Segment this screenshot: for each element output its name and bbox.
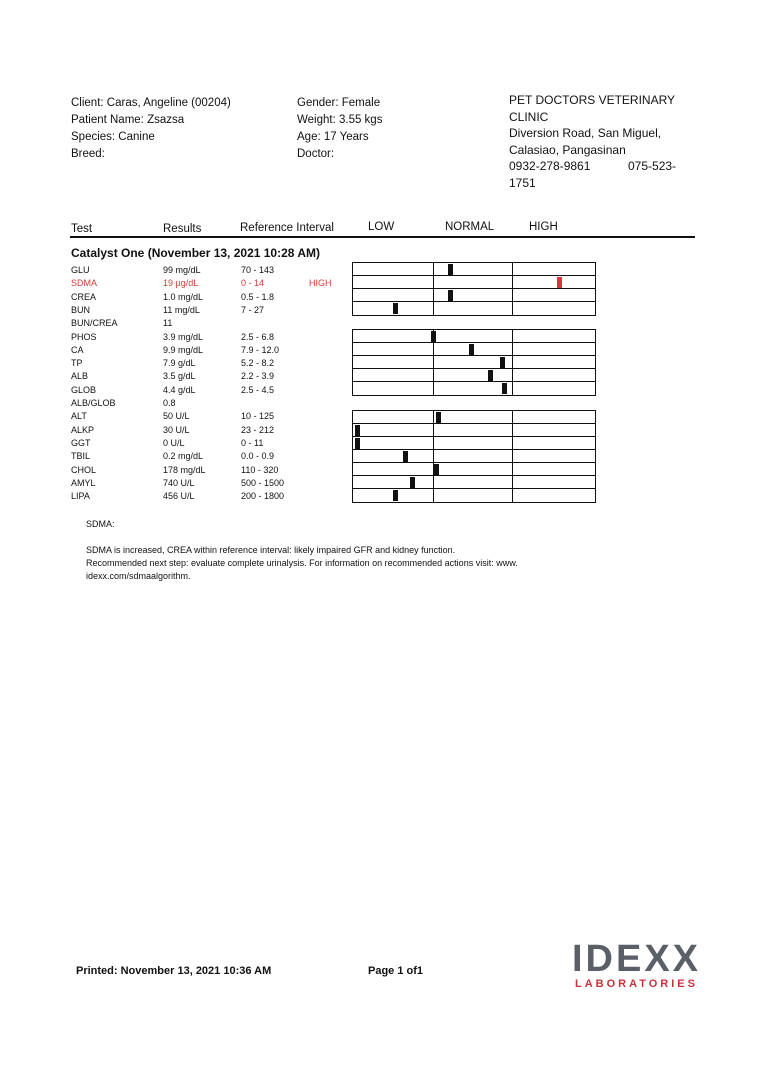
test-name: PHOS xyxy=(71,331,97,342)
test-name: GLOB xyxy=(71,384,97,395)
weight: Weight: 3.55 kgs xyxy=(297,114,383,126)
range-row xyxy=(353,489,595,502)
range-row xyxy=(353,330,595,343)
doctor: Doctor: xyxy=(297,148,335,160)
test-reference: 2.2 - 3.9 xyxy=(241,371,275,382)
clinic-address-line1: Diversion Road, San Miguel, xyxy=(509,126,662,140)
interpretation-note xyxy=(86,544,566,583)
test-result: 19 µg/dL xyxy=(163,278,199,289)
test-result: 4.4 g/dL xyxy=(163,384,196,395)
clinic-phone2-cont: 1751 xyxy=(509,175,536,190)
range-row xyxy=(353,437,595,450)
test-result: 11 mg/dL xyxy=(163,304,200,315)
test-reference: 0 - 11 xyxy=(241,437,264,448)
logo-main-text: IDEXX xyxy=(571,938,702,980)
col-high: HIGH xyxy=(529,221,558,233)
logo-sub-text: LABORATORIES xyxy=(575,978,698,990)
test-result: 11 xyxy=(163,318,173,329)
test-reference: 5.2 - 8.2 xyxy=(241,358,275,369)
test-reference: 70 - 143 xyxy=(241,265,275,275)
clinic-address-line2: Calasiao, Pangasinan xyxy=(509,142,626,157)
test-result: 1.0 mg/dL xyxy=(163,291,204,302)
species: Species: Canine xyxy=(71,131,155,143)
test-reference: 7.9 - 12.0 xyxy=(241,344,280,355)
test-name: ALT xyxy=(71,411,87,422)
client-name: Client: Caras, Angeline (00204) xyxy=(71,97,231,109)
result-marker xyxy=(410,477,415,488)
test-result: 3.5 g/dL xyxy=(163,371,196,382)
range-row xyxy=(353,476,595,489)
test-result: 0.2 mg/dL xyxy=(163,451,204,462)
test-result: 99 mg/dL xyxy=(163,265,201,275)
test-result: 3.9 mg/dL xyxy=(163,331,204,342)
test-reference: 500 - 1500 xyxy=(241,477,285,488)
test-result: 456 U/L xyxy=(163,491,195,502)
header-divider xyxy=(70,236,695,238)
test-reference: 0 - 14 xyxy=(241,278,265,289)
test-name: CHOL xyxy=(71,464,97,475)
test-name: ALB/GLOB xyxy=(71,398,116,408)
clinic-phone2: 075-523- xyxy=(628,159,677,173)
test-name: ALB xyxy=(71,371,89,382)
col-low: LOW xyxy=(368,221,395,233)
note-line2: Recommended next step: evaluate complete urinalysis. For information on recommended actions visit: www. xyxy=(86,558,518,568)
result-marker xyxy=(355,425,360,436)
breed: Breed: xyxy=(71,148,105,160)
range-row xyxy=(353,424,595,437)
col-normal: NORMAL xyxy=(445,221,495,233)
test-reference: 2.5 - 4.5 xyxy=(241,384,275,395)
patient-details xyxy=(297,95,382,163)
result-marker xyxy=(500,357,505,368)
test-result: 7.9 g/dL xyxy=(163,358,196,369)
range-row xyxy=(353,343,595,356)
test-result: 740 U/L xyxy=(163,477,195,488)
test-result: 178 mg/dL xyxy=(163,464,206,475)
range-grid xyxy=(352,410,596,503)
result-marker xyxy=(434,464,439,475)
test-name: AMYL xyxy=(71,477,96,488)
test-name: GLU xyxy=(71,265,90,275)
range-row xyxy=(353,276,595,289)
range-row xyxy=(353,289,595,302)
range-row xyxy=(353,450,595,463)
col-test: Test xyxy=(71,223,93,235)
result-marker xyxy=(436,412,441,423)
idexx-logo xyxy=(569,940,704,990)
range-row xyxy=(353,263,595,276)
result-marker xyxy=(355,438,360,449)
test-reference: 2.5 - 6.8 xyxy=(241,331,275,342)
test-name: BUN/CREA xyxy=(71,318,118,329)
clinic-name-line1: PET DOCTORS VETERINARY xyxy=(509,93,676,107)
test-reference: 0.0 - 0.9 xyxy=(241,451,275,462)
section-title: Catalyst One (November 13, 2021 10:28 AM) xyxy=(71,246,320,260)
test-name: CREA xyxy=(71,291,97,302)
range-row xyxy=(353,369,595,382)
test-reference: 200 - 1800 xyxy=(241,491,285,502)
range-row xyxy=(353,302,595,315)
test-flag: HIGH xyxy=(309,278,332,289)
patient-name: Patient Name: Zsazsa xyxy=(71,114,185,126)
result-marker xyxy=(393,303,398,314)
result-marker xyxy=(469,344,474,355)
range-row xyxy=(353,382,595,395)
test-reference: 110 - 320 xyxy=(241,464,279,475)
col-results: Results xyxy=(163,223,202,235)
result-marker xyxy=(431,331,436,342)
test-result: 30 U/L xyxy=(163,424,190,435)
test-name: TP xyxy=(71,358,83,369)
range-row xyxy=(353,463,595,476)
test-name: CA xyxy=(71,344,84,355)
result-marker xyxy=(448,264,453,275)
age: Age: 17 Years xyxy=(297,131,369,143)
range-grid xyxy=(352,329,596,396)
test-result: 0 U/L xyxy=(163,437,185,448)
result-marker xyxy=(393,490,398,501)
test-name: TBIL xyxy=(71,451,91,462)
gender: Gender: Female xyxy=(297,97,381,109)
test-name: SDMA xyxy=(71,278,98,289)
test-name: GGT xyxy=(71,437,91,448)
note-line1: SDMA is increased, CREA within reference interval: likely impaired GFR and kidney function. xyxy=(86,545,456,555)
test-result: 9.9 mg/dL xyxy=(163,344,204,355)
result-marker xyxy=(448,290,453,301)
test-name: BUN xyxy=(71,304,91,315)
test-reference: 10 - 125 xyxy=(241,411,275,422)
note-line3: idexx.com/sdmaalgorithm. xyxy=(86,571,191,581)
result-marker xyxy=(403,451,408,462)
result-marker xyxy=(557,277,562,288)
result-marker xyxy=(488,370,493,381)
test-reference: 0.5 - 1.8 xyxy=(241,291,275,302)
clinic-name-line2: CLINIC xyxy=(509,109,549,124)
test-result: 0.8 xyxy=(163,398,176,408)
test-reference: 23 - 212 xyxy=(241,424,275,435)
clinic-phone1: 0932-278-9861 xyxy=(509,159,591,173)
col-reference: Reference Interval xyxy=(240,222,334,234)
printed-date: Printed: November 13, 2021 10:36 AM xyxy=(76,965,272,977)
test-result: 50 U/L xyxy=(163,411,190,422)
range-row xyxy=(353,356,595,369)
test-name: ALKP xyxy=(71,424,95,435)
range-grid xyxy=(352,262,596,316)
test-reference: 7 - 27 xyxy=(241,304,265,315)
test-name: LIPA xyxy=(71,491,90,502)
range-row xyxy=(353,411,595,424)
result-marker xyxy=(502,383,507,394)
page-number: Page 1 of1 xyxy=(368,965,424,977)
patient-info xyxy=(71,95,231,163)
note-label: SDMA: xyxy=(86,519,115,529)
clinic-info xyxy=(509,92,689,191)
